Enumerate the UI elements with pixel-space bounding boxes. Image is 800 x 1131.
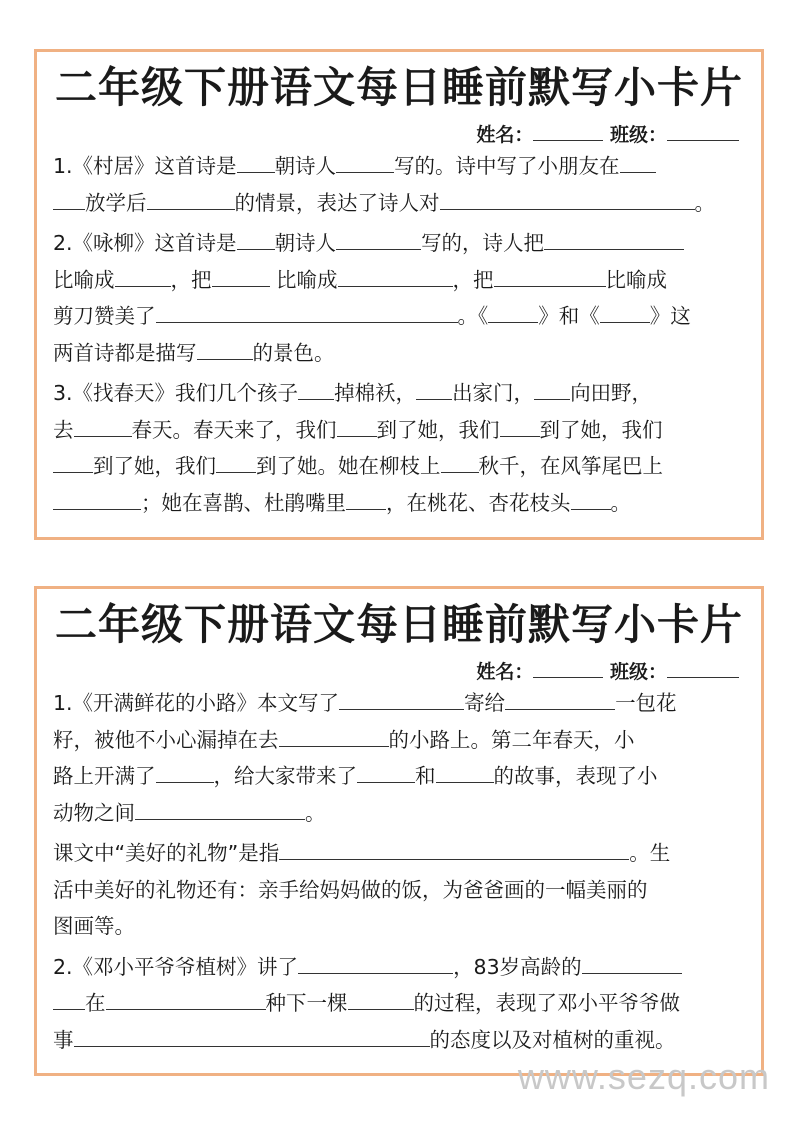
q-text: 寄给 xyxy=(464,691,506,715)
blank[interactable] xyxy=(156,760,214,783)
blank[interactable] xyxy=(237,150,275,173)
blank[interactable] xyxy=(106,987,266,1010)
blank[interactable] xyxy=(436,760,494,783)
q-text: ，给大家带来了 xyxy=(213,764,357,788)
q-text: 2.《咏柳》这首诗是 xyxy=(53,231,237,255)
blank[interactable] xyxy=(416,377,452,400)
blank[interactable] xyxy=(115,264,171,287)
q-text: 比喻成 xyxy=(605,267,668,292)
blank[interactable] xyxy=(53,187,85,210)
q-text: 课文中“美好的礼物”是指 xyxy=(53,841,280,865)
blank[interactable] xyxy=(74,1024,430,1047)
blank[interactable] xyxy=(440,187,695,210)
q-text: 》和《 xyxy=(538,304,600,328)
blank[interactable] xyxy=(534,377,570,400)
q-text: ；她在喜鹊、杜鹃嘴里 xyxy=(141,490,346,515)
blank[interactable] xyxy=(216,450,256,473)
blank[interactable] xyxy=(237,227,275,250)
blank[interactable] xyxy=(544,227,684,250)
class-label: 班级： xyxy=(609,124,667,146)
q-text: 活中美好的礼物还有：亲手给妈妈做的饭，为爸爸画的一幅美丽的 xyxy=(53,877,648,902)
blank[interactable] xyxy=(197,337,253,360)
q-text: 的故事，表现了小 xyxy=(493,764,658,788)
q-text: 两首诗都是描写 xyxy=(53,340,197,365)
card-body xyxy=(37,685,761,1058)
blank[interactable] xyxy=(298,377,334,400)
q-text: 的景色。 xyxy=(252,340,335,365)
blank[interactable] xyxy=(337,414,377,437)
blank[interactable] xyxy=(582,951,682,974)
blank[interactable] xyxy=(494,264,606,287)
q-text: 2.《邓小平爷爷植树》讲了 xyxy=(53,954,299,979)
blank[interactable] xyxy=(338,264,453,287)
name-blank[interactable] xyxy=(533,120,603,141)
question-1 xyxy=(53,148,747,221)
q-text: 。 xyxy=(694,190,715,215)
q-text: 和 xyxy=(415,764,436,788)
name-class-row xyxy=(37,120,761,148)
q-text: 的过程，表现了邓小平爷爷做 xyxy=(413,991,680,1015)
q-text: 一包花 xyxy=(615,691,677,715)
dictation-card-1 xyxy=(34,49,764,540)
q-text: 到了她。她在柳枝上 xyxy=(256,454,441,478)
watermark: www.sezq.com xyxy=(517,1056,770,1097)
q-text: 。 xyxy=(305,800,326,825)
card-body xyxy=(37,148,761,521)
blank[interactable] xyxy=(346,487,386,510)
q-text: 种下一棵 xyxy=(265,991,348,1015)
blank[interactable] xyxy=(571,487,611,510)
blank[interactable] xyxy=(336,150,394,173)
blank[interactable] xyxy=(279,724,389,747)
blank[interactable] xyxy=(488,300,538,323)
blank[interactable] xyxy=(339,687,464,710)
blank[interactable] xyxy=(156,300,458,323)
q-text: 到了她，我们 xyxy=(376,417,500,442)
q-text: 剪刀赞美了 xyxy=(53,304,156,328)
q-text: 的情景，表达了诗人对 xyxy=(234,190,440,215)
q-text: 去 xyxy=(53,417,74,442)
blank[interactable] xyxy=(212,264,270,287)
q-text: 比喻成 xyxy=(53,267,115,292)
q-text: 事 xyxy=(53,1027,74,1052)
q-text: 比喻成 xyxy=(276,267,338,292)
card-title: 二年级下册语文每日睡前默写小卡片 xyxy=(54,600,743,649)
q-text: 春天。春天来了，我们 xyxy=(131,417,337,442)
q-text: 掉棉袄， xyxy=(334,381,417,405)
q-text: 到了她，我们 xyxy=(93,454,216,478)
blank[interactable] xyxy=(600,300,650,323)
q-text: 放学后 xyxy=(85,190,147,215)
q-text: 动物之间 xyxy=(53,800,135,825)
q-text: 写的。诗中写了小朋友在 xyxy=(394,154,620,178)
card-title: 二年级下册语文每日睡前默写小卡片 xyxy=(54,63,743,112)
blank[interactable] xyxy=(298,951,453,974)
blank[interactable] xyxy=(357,760,415,783)
q-text: 写的，诗人把 xyxy=(421,231,545,255)
q-text: ，把 xyxy=(452,267,494,292)
blank[interactable] xyxy=(53,487,141,510)
question-3 xyxy=(53,375,747,521)
q-text: 朝诗人 xyxy=(274,154,337,178)
name-label: 姓名： xyxy=(476,661,534,683)
q-text: ，把 xyxy=(170,267,212,292)
q-text: ，83岁高龄的 xyxy=(453,954,582,979)
blank[interactable] xyxy=(348,987,414,1010)
q-text: 。 xyxy=(610,490,631,515)
q-text: 出家门， xyxy=(452,381,535,405)
question-1-note xyxy=(53,835,747,945)
blank[interactable] xyxy=(135,797,305,820)
q-text: 。《 xyxy=(457,304,489,328)
blank[interactable] xyxy=(147,187,235,210)
q-text: 3.《找春天》我们几个孩子 xyxy=(53,381,299,405)
name-label: 姓名： xyxy=(476,124,534,146)
dictation-card-2 xyxy=(34,586,764,1076)
blank[interactable] xyxy=(505,687,615,710)
q-text: 》这 xyxy=(649,304,691,328)
q-text: 籽，被他不小心漏掉在去 xyxy=(53,727,279,752)
class-blank[interactable] xyxy=(667,120,739,141)
name-blank[interactable] xyxy=(533,657,603,678)
q-text: 在 xyxy=(85,991,106,1015)
blank[interactable] xyxy=(336,227,421,250)
q-text: 的态度以及对植树的重视。 xyxy=(429,1027,676,1052)
q-text: ，在桃花、杏花枝头 xyxy=(386,490,571,515)
blank[interactable] xyxy=(500,414,540,437)
q-text: 。生 xyxy=(629,841,671,865)
q-text: 1.《村居》这首诗是 xyxy=(53,154,237,178)
question-2 xyxy=(53,225,747,371)
blank[interactable] xyxy=(279,837,629,860)
q-text: 的小路上。第二年春天，小 xyxy=(388,727,635,752)
blank[interactable] xyxy=(53,987,85,1010)
q-text: 图画等。 xyxy=(53,914,135,938)
name-class-row xyxy=(37,657,761,685)
blank[interactable] xyxy=(620,150,656,173)
blank[interactable] xyxy=(74,414,132,437)
q-text: 到了她，我们 xyxy=(539,417,663,442)
class-label: 班级： xyxy=(609,661,667,683)
q-text: 路上开满了 xyxy=(53,764,156,788)
q-text: 1.《开满鲜花的小路》本文写了 xyxy=(53,691,340,715)
question-2 xyxy=(53,949,747,1059)
q-text: 秋千，在风筝尾巴上 xyxy=(478,454,663,478)
question-1 xyxy=(53,685,747,831)
q-text: 向田野， xyxy=(570,381,653,405)
class-blank[interactable] xyxy=(667,657,739,678)
q-text: 朝诗人 xyxy=(274,231,337,255)
blank[interactable] xyxy=(53,450,93,473)
blank[interactable] xyxy=(441,450,479,473)
